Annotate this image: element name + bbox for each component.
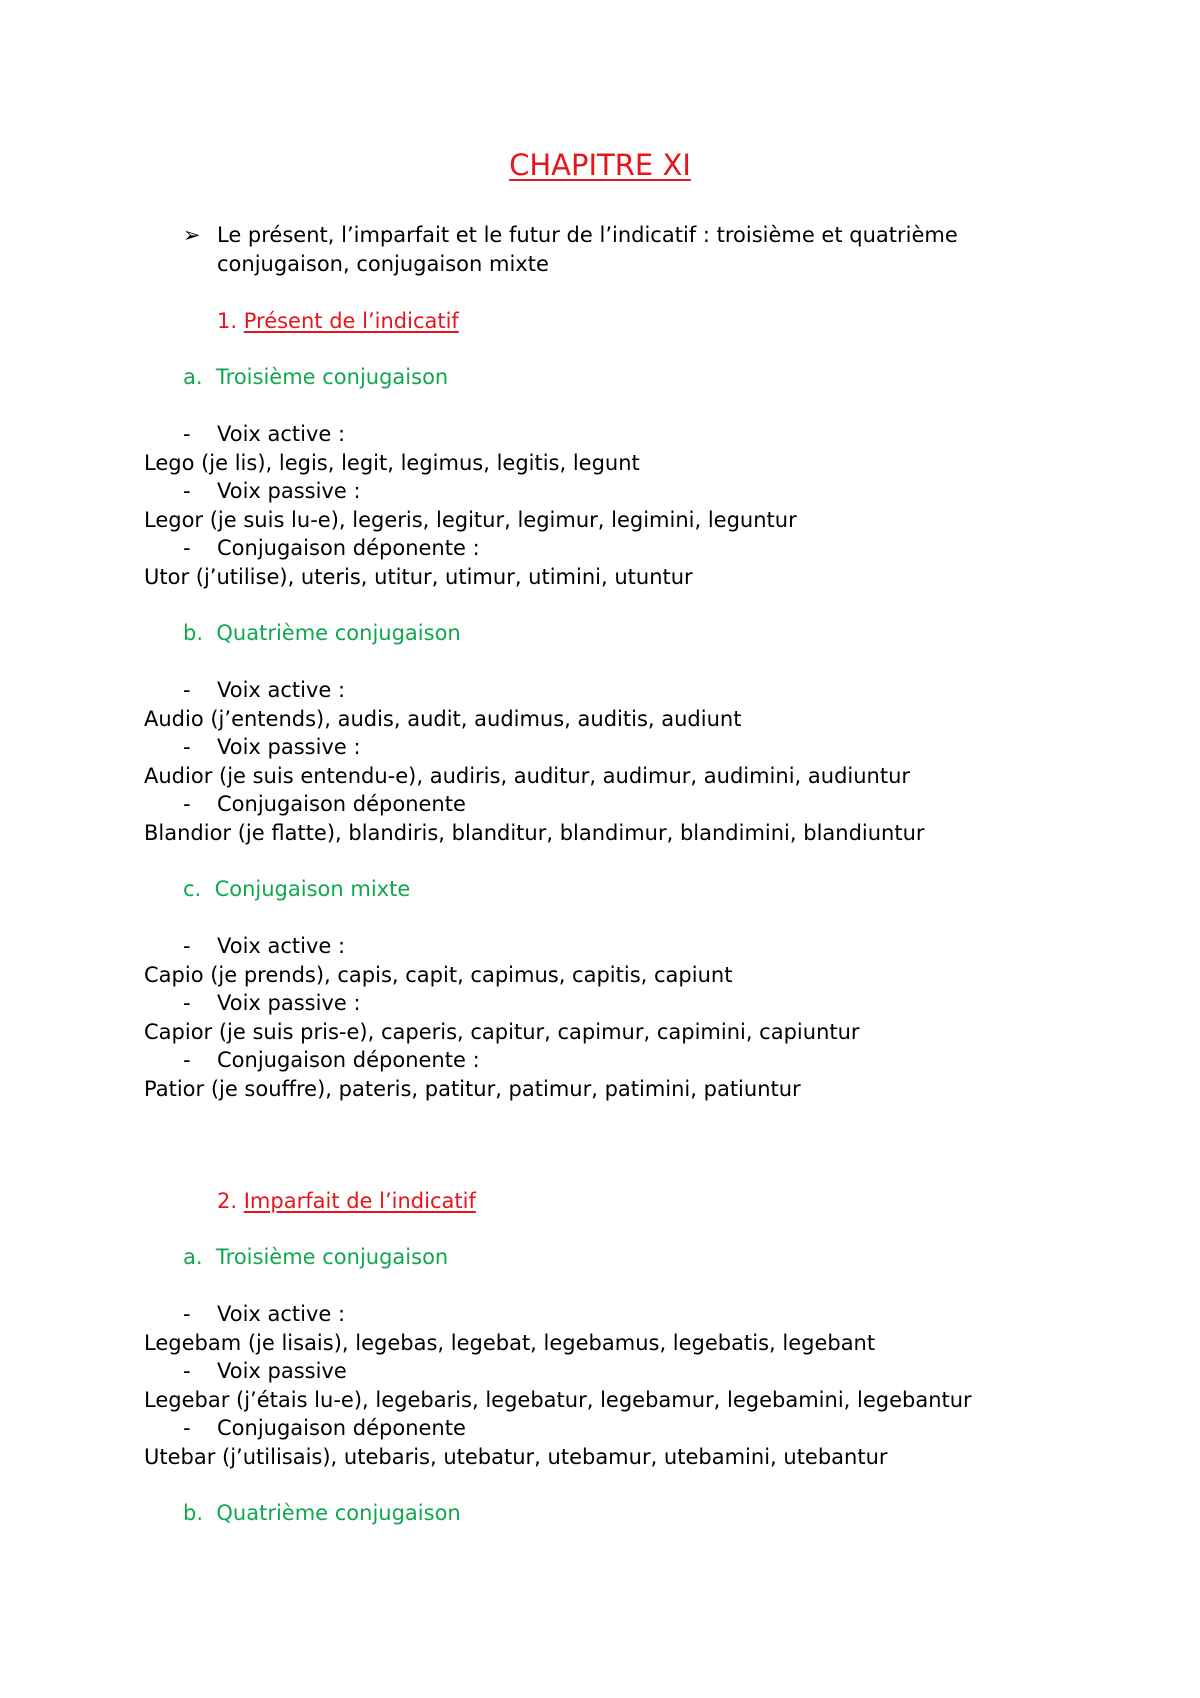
dash-marker: -	[183, 536, 191, 560]
section-1-heading	[217, 307, 459, 336]
dash-marker: -	[183, 1048, 191, 1072]
arrow-bullet-icon: ➢	[183, 223, 201, 247]
section-title: Présent de l’indicatif	[243, 309, 459, 333]
section-2-heading	[217, 1187, 476, 1216]
voice-label: Voix passive :	[217, 735, 361, 759]
subsection-letter: b.	[183, 1501, 204, 1525]
dash-marker: -	[183, 678, 191, 702]
voice-label: Voix passive	[217, 1359, 347, 1383]
subsection-title: Troisième conjugaison	[215, 365, 449, 389]
conjugation-forms: Lego (je lis), legis, legit, legimus, legitis, legunt	[144, 451, 640, 475]
subsection-2b-heading	[183, 1499, 461, 1528]
conjugation-forms: Legebam (je lisais), legebas, legebat, legebamus, legebatis, legebant	[144, 1331, 876, 1355]
intro-text: Le présent, l’imparfait et le futur de l’indicatif : troisième et quatrième conjugaison, conjugaison mixte	[217, 223, 958, 276]
subsection-1c-heading	[183, 875, 410, 904]
conjugation-forms: Blandior (je flatte), blandiris, blanditur, blandimur, blandimini, blandiuntur	[144, 821, 925, 845]
voice-label: Voix active :	[217, 1302, 346, 1326]
dash-marker: -	[183, 934, 191, 958]
dash-marker: -	[183, 735, 191, 759]
dash-marker: -	[183, 1359, 191, 1383]
section-number: 2.	[217, 1189, 238, 1213]
voice-label: Conjugaison déponente	[217, 792, 466, 816]
voice-label: Voix active :	[217, 934, 346, 958]
section-title: Imparfait de l’indicatif	[243, 1189, 476, 1213]
chapter-title: CHAPITRE XI	[509, 148, 691, 182]
subsection-1b-heading	[183, 619, 461, 648]
conjugation-forms: Audio (j’entends), audis, audit, audimus, auditis, audiunt	[144, 707, 742, 731]
dash-marker: -	[183, 1302, 191, 1326]
dash-marker: -	[183, 792, 191, 816]
conjugation-forms: Audior (je suis entendu-e), audiris, auditur, audimur, audimini, audiuntur	[144, 764, 911, 788]
subsection-letter: c.	[183, 877, 202, 901]
conjugation-forms: Legebar (j’étais lu-e), legebaris, legebatur, legebamur, legebamini, legebantur	[144, 1388, 972, 1412]
dash-marker: -	[183, 422, 191, 446]
voice-label: Conjugaison déponente :	[217, 1048, 480, 1072]
conjugation-forms: Patior (je souffre), pateris, patitur, patimur, patimini, patiuntur	[144, 1077, 801, 1101]
conjugation-forms: Legor (je suis lu-e), legeris, legitur, legimur, legimini, leguntur	[144, 508, 797, 532]
conjugation-forms: Utor (j’utilise), uteris, utitur, utimur, utimini, utuntur	[144, 565, 693, 589]
subsection-letter: a.	[183, 365, 203, 389]
dash-marker: -	[183, 479, 191, 503]
subsection-1a-heading	[183, 363, 448, 392]
voice-label: Voix active :	[217, 678, 346, 702]
subsection-title: Quatrième conjugaison	[216, 1501, 461, 1525]
subsection-title: Conjugaison mixte	[214, 877, 411, 901]
voice-label: Voix active :	[217, 422, 346, 446]
voice-label: Conjugaison déponente :	[217, 536, 480, 560]
voice-label: Voix passive :	[217, 479, 361, 503]
conjugation-forms: Utebar (j’utilisais), utebaris, utebatur, utebamur, utebamini, utebantur	[144, 1445, 888, 1469]
voice-label: Voix passive :	[217, 991, 361, 1015]
section-number: 1.	[217, 309, 238, 333]
voice-label: Conjugaison déponente	[217, 1416, 466, 1440]
conjugation-forms: Capio (je prends), capis, capit, capimus, capitis, capiunt	[144, 963, 733, 987]
subsection-letter: a.	[183, 1245, 203, 1269]
dash-marker: -	[183, 1416, 191, 1440]
conjugation-forms: Capior (je suis pris-e), caperis, capitur, capimur, capimini, capiuntur	[144, 1020, 860, 1044]
subsection-title: Troisième conjugaison	[215, 1245, 449, 1269]
subsection-letter: b.	[183, 621, 204, 645]
dash-marker: -	[183, 991, 191, 1015]
subsection-title: Quatrième conjugaison	[216, 621, 461, 645]
subsection-2a-heading	[183, 1243, 448, 1272]
